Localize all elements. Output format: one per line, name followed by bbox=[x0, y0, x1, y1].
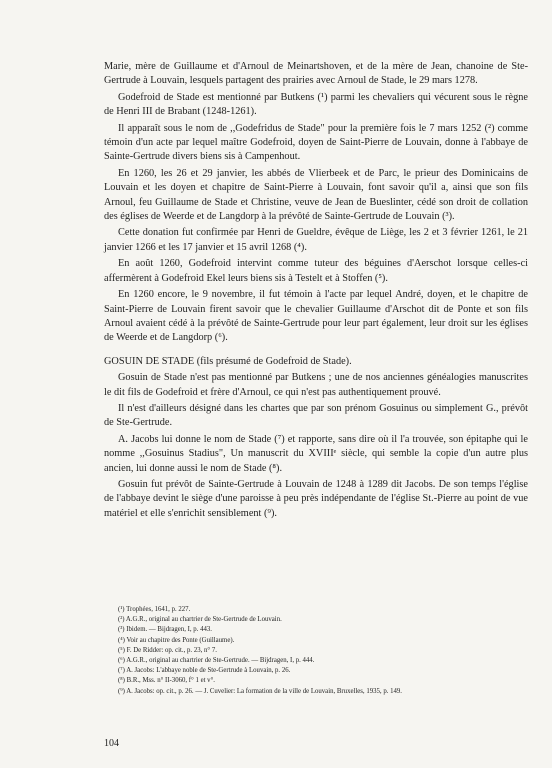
paragraph: Il n'est d'ailleurs désigné dans les chartes que par son prénom Gosuinus ou simplement G., prévôt de Ste-Gertrude. bbox=[104, 402, 528, 429]
footnote: (⁹) A. Jacobs: op. cit., p. 26. — J. Cuvelier: La formation de la ville de Louvain, Bruxelles, 1935, p. 149. bbox=[118, 687, 403, 695]
section-heading: GOSUIN DE STADE (fils présumé de Godefroid de Stade). bbox=[104, 355, 352, 367]
footnote: (⁸) B.R., Mss. n° II-3060, f° 1 et v°. bbox=[118, 677, 215, 685]
footnote: (³) Ibidem. — Bijdragen, I, p. 443. bbox=[118, 626, 212, 634]
footnote: (⁴) Voir au chapitre des Ponte (Guillaume). bbox=[118, 636, 235, 644]
paragraph: Marie, mère de Guillaume et d'Arnoul de Meinartshoven, et de la mère de Jean, chanoine de Ste-Gertrude à Louvain, lesquels partagent des prairies avec Arnoul de Stade, le 29 mars 1278. bbox=[104, 61, 528, 87]
paragraph: Gosuin de Stade n'est pas mentionné par Butkens ; une de nos anciennes généalogies manuscrites le dit fils de Godefroid et frère d'Arnoul, ce qui n'est pas authentiquement prouvé. bbox=[104, 372, 528, 398]
paragraph: En 1260, les 26 et 29 janvier, les abbés de Vlierbeek et de Parc, le prieur des Dominicains de Louvain et les doyen et chapitre de Saint-Pierre à Louvain, font savoir qu'il a, ainsi que son fils Arnoul, feu Guillaume de Stade et Christine, veuve de Jean de Bueslinter, cédé son droit de collation des églises de Weerde et de Langdorp à la prévôté de Sainte-Gertrude de Louvain (³). bbox=[104, 167, 528, 223]
paragraph: Cette donation fut confirmée par Henri de Gueldre, évêque de Liège, les 2 et 3 février 1261, le 21 janvier 1266 et les 17 janvier et 15 avril 1268 (⁴). bbox=[104, 227, 528, 253]
paragraph: Il apparaît sous le nom de ,,Godefridus de Stade" pour la première fois le 7 mars 1252 (²) comme témoin d'un acte par lequel maître Godefroid, doyen de Saint-Pierre de Louvain, donne à l'abbaye de Sainte-Gertrude divers biens sis à Campenhout. bbox=[104, 122, 528, 163]
footnote: (⁷) A. Jacobs: L'abbaye noble de Ste-Gertrude à Louvain, p. 26. bbox=[118, 667, 291, 675]
footnote: (⁵) F. De Ridder: op. cit., p. 23, n° 7. bbox=[118, 646, 217, 654]
paragraph: A. Jacobs lui donne le nom de Stade (⁷) et rapporte, sans dire où il l'a trouvée, son épitaphe qui le nomme ,,Gosuinus Stadius", Un manuscrit du XVIIIᵉ siècle, qui semble la copie d'un autre plus ancien, lui donne aussi le nom de Stade (⁸). bbox=[104, 433, 528, 474]
paragraph: En 1260 encore, le 9 novembre, il fut témoin à l'acte par lequel André, doyen, et le chapitre de Saint-Pierre de Louvain firent savoir que le chevalier Guillaume d'Arschot dit de Ponte et son fils Arnoul avaient cédé à la prévôté de Sainte-Gertrude pour leur part également, leur droit sur les églises de Weerde et de Langdorp (⁶). bbox=[104, 289, 528, 344]
footnotes bbox=[118, 605, 528, 697]
body-text bbox=[104, 60, 528, 523]
page-number: 104 bbox=[104, 738, 119, 749]
footnote: (⁶) A.G.R., original au chartrier de Ste-Gertrude. — Bijdragen, I, p. 444. bbox=[118, 657, 315, 665]
footnote: (²) A.G.R., original au chartrier de Ste-Gertrude de Louvain. bbox=[118, 616, 282, 624]
paragraph: Gosuin fut prévôt de Sainte-Gertrude à Louvain de 1248 à 1289 dit Jacobs. De son temps l'église de l'abbaye devint le siège d'une paroisse à peu près indépendante de l'église St.-Pierre au point de vue matériel et elle s'enrichit sensiblement (⁹). bbox=[104, 478, 528, 519]
paragraph: En août 1260, Godefroid intervint comme tuteur des béguines d'Aerschot lorsque celles-ci affermèrent à Godefroid Ekel leurs biens sis à Testelt et à Stoffen (⁵). bbox=[104, 258, 528, 284]
paragraph: Godefroid de Stade est mentionné par Butkens (¹) parmi les chevaliers qui vécurent sous le règne de Henri III de Brabant (1248-1261). bbox=[104, 91, 528, 118]
footnote: (¹) Trophées, 1641, p. 227. bbox=[118, 606, 191, 613]
